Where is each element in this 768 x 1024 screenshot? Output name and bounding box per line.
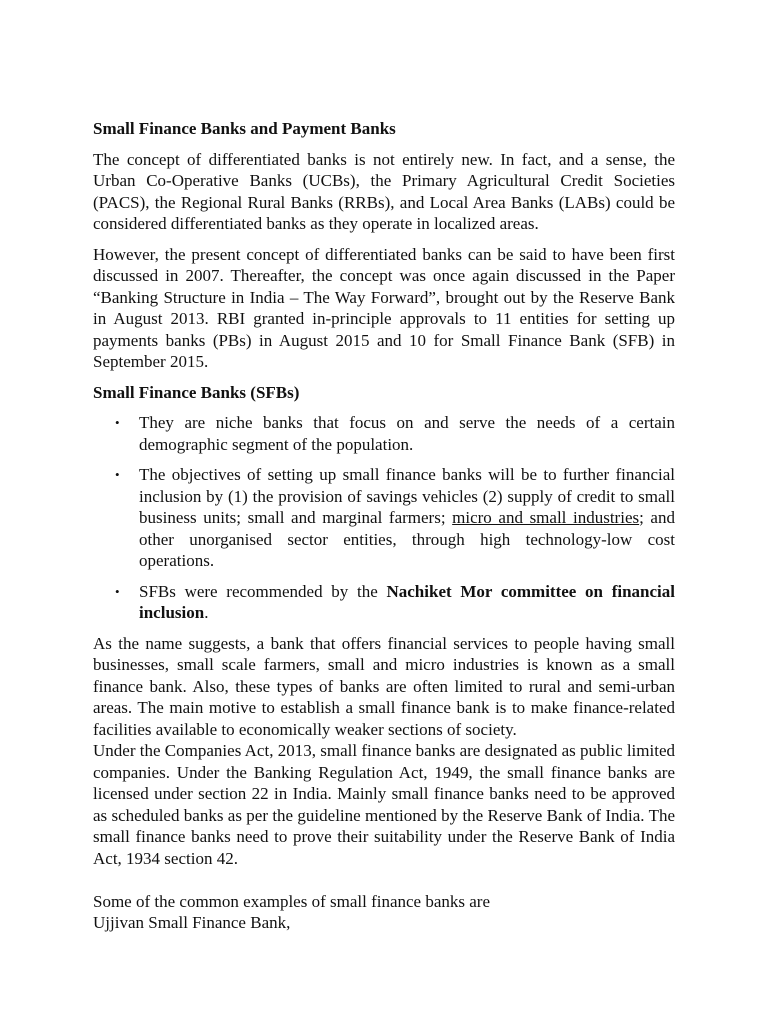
bullet-text: The objectives of setting up small finance banks will be to further financial inclusion by (1) the provision of savings vehicles (2) supply of credit to small business units; small and marginal farmers; — [139, 465, 675, 527]
intro-paragraph: The concept of differentiated banks is not entirely new. In fact, and a sense, the Urban Co-Operative Banks (UCBs), the Primary Agricultural Credit Societies (PACS), the Regional Rural Banks (RRBs), and Local Area Banks (LABs) could be considered differentiated banks as they operate in localized areas. — [93, 149, 675, 233]
history-paragraph: However, the present concept of differentiated banks can be said to have been first discussed in 2007. Thereafter, the concept was once again discussed in the Paper “Banking Structure in India – The Way Forward”, brought out by the Reserve Bank in August 2013. RBI granted in-principle approvals to 11 entities for setting up payments banks (PBs) in August 2015 and 10 for Small Finance Bank (SFB) in September 2015. — [93, 244, 675, 371]
bullet-icon: • — [115, 467, 120, 482]
bullet-text: . — [204, 603, 209, 622]
bullet-icon: • — [115, 583, 120, 599]
document-page — [93, 118, 675, 934]
committee-name: Nachiket Mor committee on financial inclusion — [139, 581, 675, 622]
definition-paragraph: As the name suggests, a bank that offers financial services to people having small businesses, small scale farmers, small and micro industries is known as a small finance bank. Also, these types of banks are often limited to rural and semi-urban areas. The main motive to establish a small finance bank is to make finance-related facilities available to economically weaker sections of society. — [93, 633, 675, 739]
example-bank: Ujjivan Small Finance Bank, — [93, 913, 291, 932]
micro-small-industries-link[interactable]: micro and small industries — [452, 508, 640, 527]
regulation-paragraph: Under the Companies Act, 2013, small finance banks are designated as public limited companies. Under the Banking Regulation Act, 1949, the small finance banks are licensed under section 22 in India. Mainly small finance banks need to be approved as scheduled banks as per the guideline mentioned by the Reserve Bank of India. The small finance banks need to prove their suitability under the Reserve Bank of India Act, 1934 section 42. — [93, 741, 675, 868]
bullet-text: ; and other unorganised sector entities, through high technology-low cost operations. — [139, 508, 675, 570]
sfb-heading: Small Finance Banks (SFBs) — [93, 382, 300, 402]
sfb-bullet-list — [93, 412, 675, 624]
list-item — [115, 581, 675, 624]
document-title: Small Finance Banks and Payment Banks — [93, 119, 396, 138]
spacer — [93, 869, 675, 891]
bullet-icon: • — [115, 415, 120, 430]
bullet-text: They are niche banks that focus on and serve the needs of a certain demographic segment of the population. — [139, 413, 675, 454]
bullet-text: SFBs were recommended by the — [139, 581, 387, 601]
examples-intro: Some of the common examples of small finance banks are — [93, 891, 491, 911]
list-item — [115, 412, 675, 455]
list-item — [115, 464, 675, 572]
